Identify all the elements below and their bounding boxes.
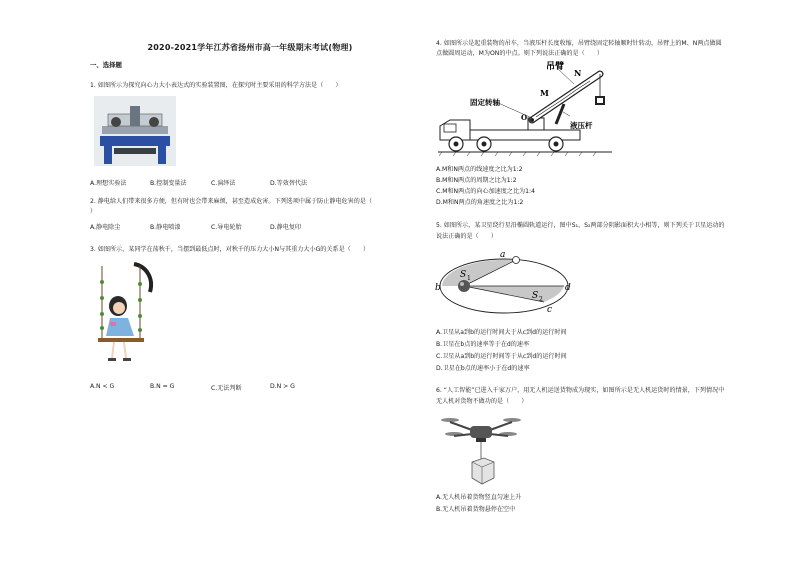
q3-option-a: A.N < G [90, 383, 115, 390]
crane-truck-diagram [436, 60, 616, 158]
page-title: 2020-2021学年江苏省扬州市高一年级期末考试(物理) [147, 43, 353, 52]
orbit-point-b-label: b [435, 283, 441, 293]
question-4-stem-line1: 4. 如图所示是起重装物的吊车，当液压杆长度收缩，吊臂绕固定转轴顺时针转动，吊臂上的M、N两点做圆 [436, 40, 722, 47]
q1-option-a: A.理想实验法 [90, 180, 127, 187]
q5-option-a: A.卫星从a到b的运行时间大于从c到d的运行时间 [436, 329, 567, 336]
q5-option-b: B.卫星在b点的速率等于在d的速率 [436, 341, 530, 348]
question-6-stem-line1: 6. “人工智能”已进入千家万户，用无人机运送货物成为现实，如图所示是无人机运货时的情景，下列情况中 [436, 387, 725, 394]
orbit-point-c-label: c [547, 305, 553, 315]
question-5-stem-line2: 说法正确的是（ ） [436, 233, 497, 240]
area-s2-subscript: 2 [539, 296, 543, 303]
centripetal-apparatus-image [94, 96, 176, 166]
question-5-stem-line1: 5. 如图所示，某卫星绕行星沿椭圆轨道运行，图中S₁、S₂两部分阴影面积大小相等，则下列关于卫星运动的 [436, 222, 725, 229]
question-2-stem-line1: 2. 静电给人们带来很多方便，但有时也会带来麻烦，甚至造成危害。下列选项中属于防止静电危害的是（ [90, 198, 372, 205]
point-o-label: O [521, 113, 528, 122]
q4-option-c: C.M和N两点的向心加速度之比为1:4 [436, 188, 535, 195]
area-s2-label: S [532, 291, 539, 301]
q1-option-c: C.演绎法 [211, 180, 236, 187]
q6-option-a: A.无人机吊着货物竖直匀速上升 [436, 494, 522, 501]
crane-arm-label: 吊臂 [546, 62, 565, 72]
area-s1-subscript: 1 [467, 275, 471, 282]
area-s1-label: S [460, 270, 467, 280]
q5-option-c: C.卫星从a到b的运行时间等于从c到d的运行时间 [436, 353, 567, 360]
q1-option-d: D.等效替代法 [270, 180, 308, 187]
section-heading: 一、选择题 [90, 61, 122, 69]
question-6-stem-line2: 无人机对货物不做功的是（ ） [436, 398, 528, 405]
drone-with-cargo-image [440, 412, 522, 488]
q2-option-d: D.静电复印 [270, 224, 302, 231]
q2-option-b: B.静电喷漆 [150, 224, 181, 231]
q2-option-a: A.静电除尘 [90, 224, 121, 231]
q4-option-d: D.M和N两点的角速度之比为1:2 [436, 199, 524, 206]
q3-option-b: B.N = G [150, 383, 175, 390]
point-n-label: N [574, 68, 582, 78]
question-3-stem: 3. 如图所示，某同学在荡秋千，当摆到最低点时，对秋千的压力大小N与其重力大小G的关系是（ ） [90, 246, 370, 253]
orbit-point-d-label: d [565, 283, 571, 293]
girl-on-swing-image [88, 262, 164, 370]
fixed-axis-label: 固定转轴 [470, 98, 500, 107]
elliptical-orbit-diagram [434, 246, 574, 320]
q2-option-c: C.导电轮胎 [211, 224, 242, 231]
question-1-stem: 1. 如图所示为探究向心力大小表达式的实验装置图，在探究时主要采用的科学方法是（ ） [90, 82, 342, 89]
q1-option-b: B.控制变量法 [150, 180, 187, 187]
q5-option-d: D.卫星在b点的速率小于在d的速率 [436, 365, 530, 372]
q4-option-b: B.M和N两点的周期之比为1:2 [436, 177, 517, 184]
q3-option-c: C.无法判断 [211, 385, 242, 392]
q6-option-b: B.无人机吊着货物悬停在空中 [436, 506, 516, 513]
hydraulic-rod-label: 液压杆 [570, 121, 593, 130]
q4-option-a: A.M和N两点的线速度之比为1:2 [436, 166, 523, 173]
q3-option-d: D.N > G [270, 383, 295, 390]
point-m-label: M [540, 88, 549, 98]
orbit-point-a-label: a [500, 250, 506, 260]
question-2-stem-line2: ） [90, 208, 97, 215]
question-4-stem-line2: 点做圆周运动，M为ON的中点。则下列说法正确的是（ ） [436, 50, 603, 57]
